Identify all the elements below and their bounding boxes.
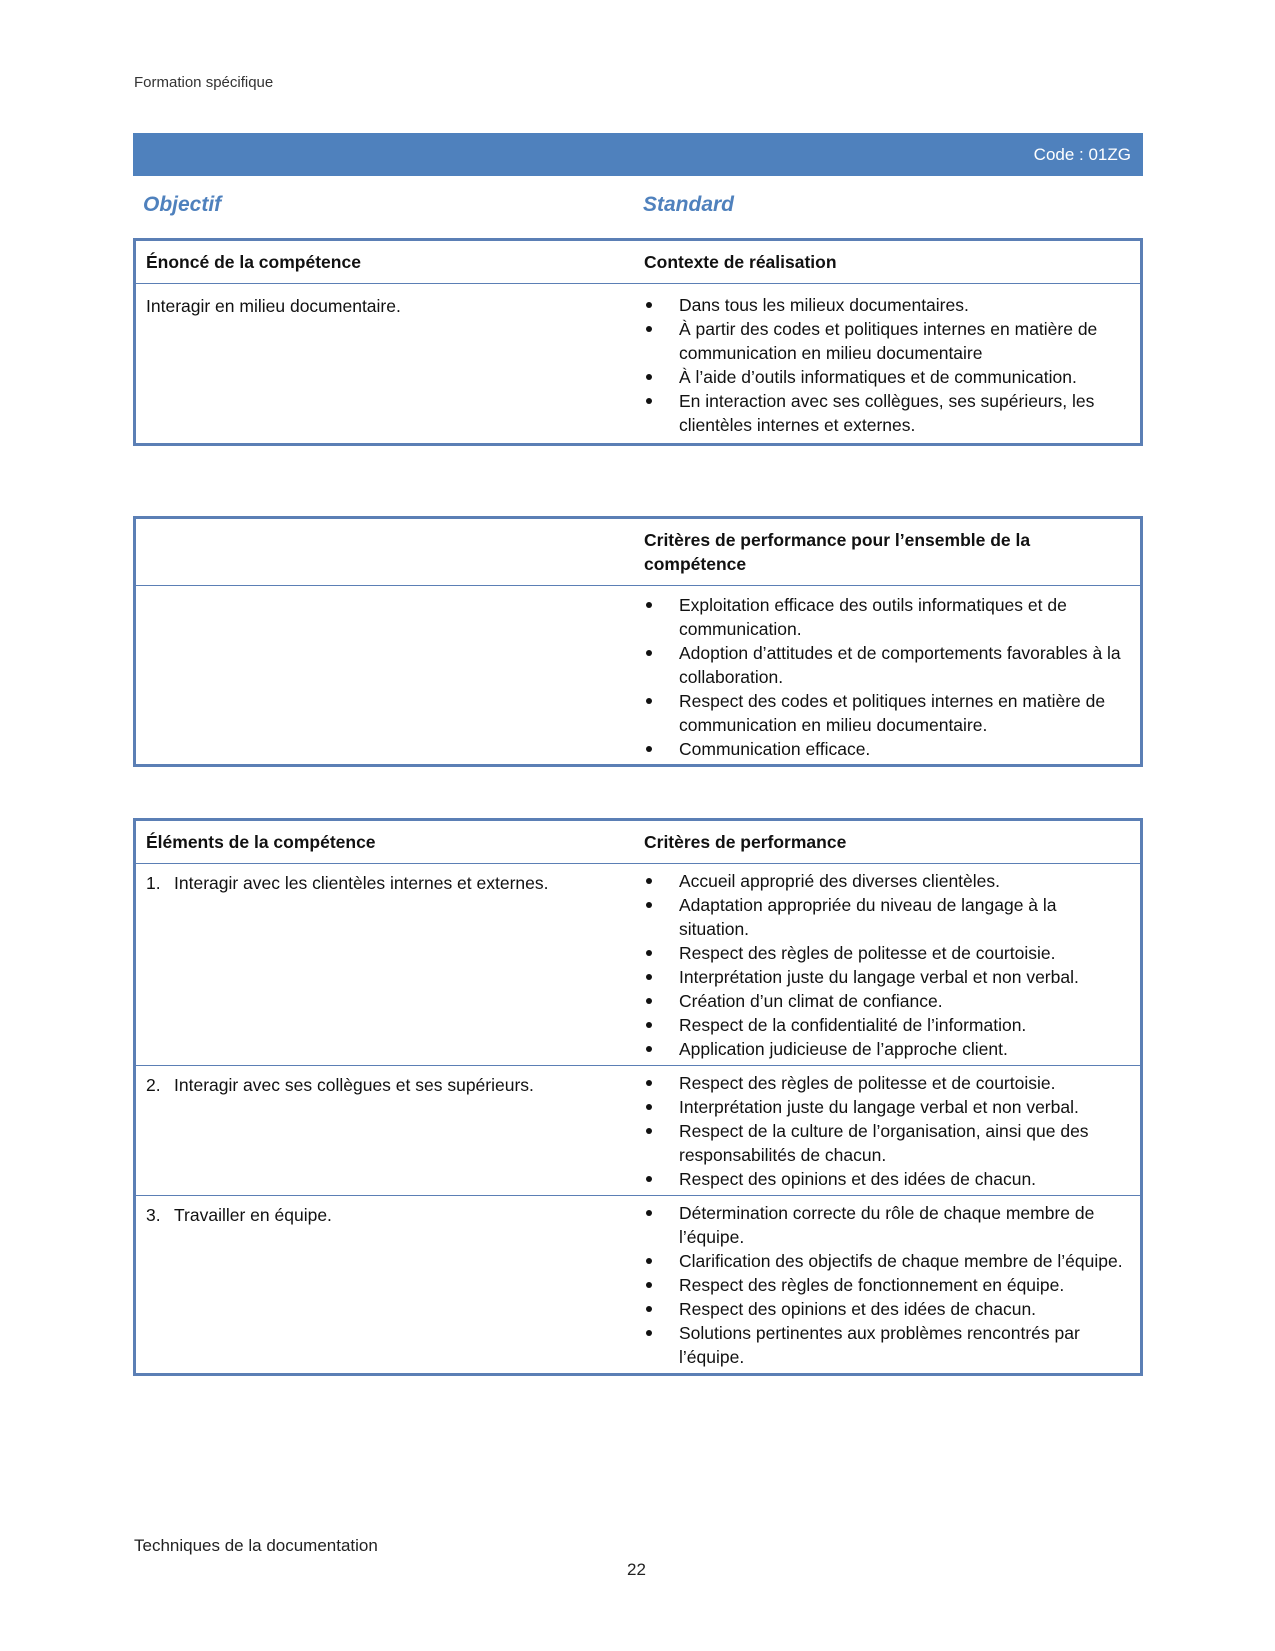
table-row — [135, 864, 1142, 1066]
criteres-ensemble-header: Critères de performance pour l’ensemble de la compétence — [644, 530, 1031, 574]
element-text: Travailler en équipe. — [174, 1205, 332, 1225]
list-item: Dans tous les milieux documentaires. — [644, 293, 1130, 317]
element-item — [146, 1073, 624, 1097]
elements-header: Éléments de la compétence — [146, 832, 376, 852]
list-item: En interaction avec ses collègues, ses supérieurs, les clientèles internes et externes. — [644, 389, 1130, 437]
list-item: Adaptation appropriée du niveau de langage à la situation. — [644, 893, 1130, 941]
element-text: Interagir avec les clientèles internes et externes. — [174, 873, 549, 893]
element-item — [146, 1203, 624, 1227]
list-item: Respect de la confidentialité de l’information. — [644, 1013, 1130, 1037]
list-item: Adoption d’attitudes et de comportements favorables à la collaboration. — [644, 641, 1130, 689]
competency-code: Code : 01ZG — [1033, 145, 1131, 164]
list-item: Respect des opinions et des idées de chacun. — [644, 1297, 1130, 1321]
list-item: Interprétation juste du langage verbal et non verbal. — [644, 965, 1130, 989]
list-item: Création d’un climat de confiance. — [644, 989, 1130, 1013]
enonce-text: Interagir en milieu documentaire. — [146, 296, 401, 316]
list-item: Respect de la culture de l’organisation, ainsi que des responsabilités de chacun. — [644, 1119, 1130, 1167]
table-row — [135, 1066, 1142, 1196]
element-text: Interagir avec ses collègues et ses supérieurs. — [174, 1075, 534, 1095]
criteres-header: Critères de performance — [644, 832, 847, 852]
code-bar — [133, 133, 1143, 176]
criteres-list — [644, 1071, 1130, 1191]
criteres-ensemble-table — [133, 516, 1143, 767]
list-item: Application judicieuse de l’approche client. — [644, 1037, 1130, 1061]
criteres-list — [644, 1201, 1130, 1369]
list-item: Respect des opinions et des idées de chacun. — [644, 1167, 1130, 1191]
list-item: Clarification des objectifs de chaque membre de l’équipe. — [644, 1249, 1130, 1273]
page-number: 22 — [627, 1560, 646, 1579]
list-item: Accueil approprié des diverses clientèles. — [644, 869, 1130, 893]
list-item: Solutions pertinentes aux problèmes rencontrés par l’équipe. — [644, 1321, 1130, 1369]
element-number: 2. — [146, 1075, 161, 1095]
list-item: Respect des codes et politiques internes en matière de communication en milieu documentaire. — [644, 689, 1130, 737]
contexte-list — [644, 293, 1130, 437]
element-number: 1. — [146, 873, 161, 893]
element-item — [146, 871, 624, 895]
criteres-ensemble-list — [644, 593, 1130, 761]
standard-label: Standard — [643, 193, 735, 216]
objectif-label: Objectif — [143, 193, 222, 216]
list-item: Exploitation efficace des outils informatiques et de communication. — [644, 593, 1130, 641]
contexte-header: Contexte de réalisation — [644, 252, 837, 272]
list-item: Respect des règles de politesse et de courtoisie. — [644, 941, 1130, 965]
list-item: Interprétation juste du langage verbal et non verbal. — [644, 1095, 1130, 1119]
footer-program: Techniques de la documentation — [134, 1536, 378, 1555]
table-row — [135, 1196, 1142, 1375]
list-item: À l’aide d’outils informatiques et de communication. — [644, 365, 1130, 389]
list-item: Respect des règles de politesse et de courtoisie. — [644, 1071, 1130, 1095]
list-item: Respect des règles de fonctionnement en équipe. — [644, 1273, 1130, 1297]
criteres-list — [644, 869, 1130, 1061]
list-item: Détermination correcte du rôle de chaque membre de l’équipe. — [644, 1201, 1130, 1249]
list-item: À partir des codes et politiques internes en matière de communication en milieu documentaire — [644, 317, 1130, 365]
program-header: Formation spécifique — [134, 74, 274, 91]
elements-table — [133, 818, 1143, 1376]
competence-table — [133, 238, 1143, 446]
element-number: 3. — [146, 1205, 161, 1225]
enonce-header: Énoncé de la compétence — [146, 252, 361, 272]
list-item: Communication efficace. — [644, 737, 1130, 761]
